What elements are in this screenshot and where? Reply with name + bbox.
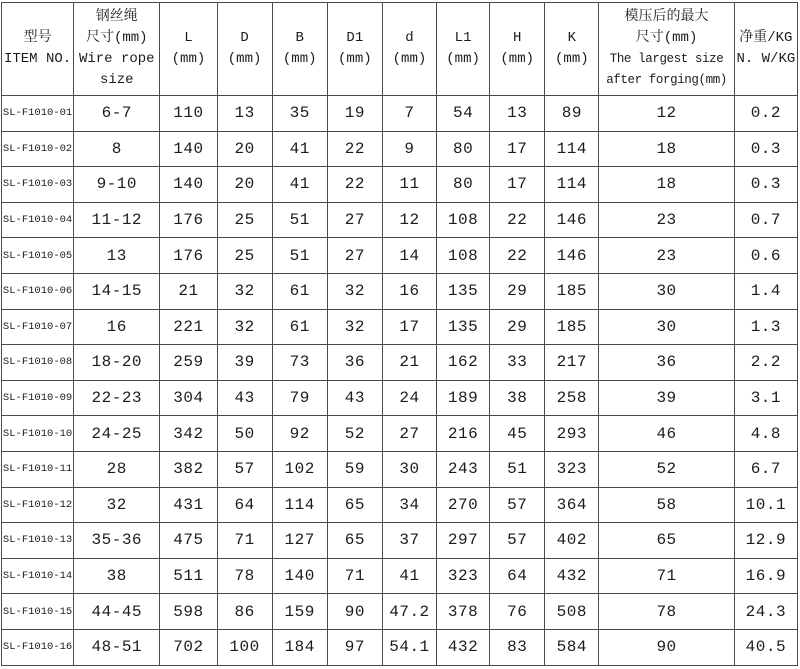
cell-item-no: SL-F1010-14	[2, 558, 74, 594]
cell-wire-rope-size: 9-10	[74, 167, 160, 203]
cell-D: 20	[217, 167, 272, 203]
cell-H: 57	[490, 523, 545, 559]
cell-L: 259	[160, 345, 217, 381]
cell-D: 20	[217, 131, 272, 167]
cell-item-no: SL-F1010-15	[2, 594, 74, 630]
cell-largest-size-after-forging: 78	[599, 594, 734, 630]
cell-B: 79	[272, 380, 327, 416]
cell-d: 54.1	[382, 629, 436, 665]
header-line: (mm)	[227, 51, 262, 67]
cell-net-weight: 3.1	[734, 380, 797, 416]
header-line: L1	[454, 30, 472, 46]
cell-H: 38	[490, 380, 545, 416]
cell-wire-rope-size: 35-36	[74, 523, 160, 559]
cell-largest-size-after-forging: 12	[599, 96, 734, 132]
table-row	[2, 167, 798, 203]
header-line: d	[405, 30, 414, 46]
cell-L: 21	[160, 273, 217, 309]
cell-d: 47.2	[382, 594, 436, 630]
header-line: 尺寸(mm)	[85, 30, 148, 46]
cell-K: 146	[545, 202, 599, 238]
cell-B: 127	[272, 523, 327, 559]
cell-B: 41	[272, 167, 327, 203]
cell-D1: 97	[327, 629, 382, 665]
header-line: D1	[346, 30, 364, 46]
cell-wire-rope-size: 11-12	[74, 202, 160, 238]
header-line: L	[184, 30, 193, 46]
header-line: Wire rope	[78, 51, 155, 67]
cell-net-weight: 1.4	[734, 273, 797, 309]
cell-wire-rope-size: 16	[74, 309, 160, 345]
cell-net-weight: 4.8	[734, 416, 797, 452]
cell-wire-rope-size: 13	[74, 238, 160, 274]
cell-H: 17	[490, 131, 545, 167]
cell-largest-size-after-forging: 90	[599, 629, 734, 665]
cell-net-weight: 0.7	[734, 202, 797, 238]
header-line: (mm)	[338, 51, 372, 67]
cell-item-no: SL-F1010-04	[2, 202, 74, 238]
header-line: (mm)	[392, 51, 427, 67]
cell-wire-rope-size: 38	[74, 558, 160, 594]
cell-K: 185	[545, 273, 599, 309]
cell-L1: 135	[437, 273, 490, 309]
cell-net-weight: 10.1	[734, 487, 797, 523]
cell-D: 57	[217, 451, 272, 487]
cell-net-weight: 0.3	[734, 167, 797, 203]
cell-K: 584	[545, 629, 599, 665]
header-line: 尺寸(mm)	[635, 30, 698, 46]
cell-H: 17	[490, 167, 545, 203]
cell-L: 221	[160, 309, 217, 345]
header-cell-K	[545, 3, 599, 96]
cell-D: 32	[217, 273, 272, 309]
cell-L: 598	[160, 594, 217, 630]
cell-D: 25	[217, 202, 272, 238]
header-line: 型号	[23, 30, 52, 46]
header-cell-D	[217, 3, 272, 96]
cell-B: 35	[272, 96, 327, 132]
table-row	[2, 345, 798, 381]
cell-L1: 297	[437, 523, 490, 559]
header-line: ITEM NO.	[3, 51, 72, 67]
cell-K: 432	[545, 558, 599, 594]
cell-L1: 432	[437, 629, 490, 665]
header-cell-d	[382, 3, 436, 96]
cell-item-no: SL-F1010-02	[2, 131, 74, 167]
cell-d: 14	[382, 238, 436, 274]
cell-d: 41	[382, 558, 436, 594]
cell-D: 32	[217, 309, 272, 345]
cell-item-no: SL-F1010-10	[2, 416, 74, 452]
cell-wire-rope-size: 28	[74, 451, 160, 487]
cell-L1: 80	[437, 131, 490, 167]
table-row	[2, 202, 798, 238]
cell-net-weight: 0.3	[734, 131, 797, 167]
table-row	[2, 380, 798, 416]
cell-L: 110	[160, 96, 217, 132]
cell-largest-size-after-forging: 58	[599, 487, 734, 523]
cell-L1: 270	[437, 487, 490, 523]
cell-H: 51	[490, 451, 545, 487]
cell-item-no: SL-F1010-07	[2, 309, 74, 345]
table-row	[2, 558, 798, 594]
wire-rope-spec-table	[1, 2, 798, 666]
cell-D: 100	[217, 629, 272, 665]
header-cell-D1	[327, 3, 382, 96]
cell-D1: 90	[327, 594, 382, 630]
cell-D: 78	[217, 558, 272, 594]
header-line: after forging(mm)	[606, 73, 727, 87]
cell-D1: 22	[327, 167, 382, 203]
cell-wire-rope-size: 14-15	[74, 273, 160, 309]
cell-d: 16	[382, 273, 436, 309]
cell-H: 33	[490, 345, 545, 381]
cell-D: 39	[217, 345, 272, 381]
cell-L1: 80	[437, 167, 490, 203]
header-row	[2, 3, 798, 96]
cell-D: 13	[217, 96, 272, 132]
cell-L: 382	[160, 451, 217, 487]
cell-K: 258	[545, 380, 599, 416]
cell-K: 89	[545, 96, 599, 132]
header-line: 净重/KG	[739, 30, 793, 46]
header-cell-largest-size-after-forging	[599, 3, 734, 96]
cell-D1: 43	[327, 380, 382, 416]
cell-d: 21	[382, 345, 436, 381]
cell-D1: 65	[327, 523, 382, 559]
cell-L1: 162	[437, 345, 490, 381]
header-cell-item-no	[2, 3, 74, 96]
cell-D: 50	[217, 416, 272, 452]
cell-D1: 52	[327, 416, 382, 452]
table-row	[2, 309, 798, 345]
cell-H: 13	[490, 96, 545, 132]
cell-B: 51	[272, 238, 327, 274]
cell-K: 508	[545, 594, 599, 630]
cell-largest-size-after-forging: 46	[599, 416, 734, 452]
header-line: (mm)	[555, 51, 589, 67]
cell-K: 364	[545, 487, 599, 523]
header-line: (mm)	[500, 51, 534, 67]
cell-L: 702	[160, 629, 217, 665]
table-row	[2, 523, 798, 559]
header-line: D	[240, 30, 249, 46]
cell-wire-rope-size: 44-45	[74, 594, 160, 630]
table-row	[2, 273, 798, 309]
cell-D: 86	[217, 594, 272, 630]
cell-K: 114	[545, 131, 599, 167]
cell-largest-size-after-forging: 30	[599, 309, 734, 345]
table-row	[2, 96, 798, 132]
header-cell-wire-rope-size	[74, 3, 160, 96]
cell-largest-size-after-forging: 23	[599, 238, 734, 274]
cell-D1: 19	[327, 96, 382, 132]
cell-H: 29	[490, 309, 545, 345]
cell-d: 24	[382, 380, 436, 416]
cell-d: 12	[382, 202, 436, 238]
cell-item-no: SL-F1010-05	[2, 238, 74, 274]
cell-d: 37	[382, 523, 436, 559]
cell-K: 217	[545, 345, 599, 381]
cell-L1: 135	[437, 309, 490, 345]
cell-D1: 71	[327, 558, 382, 594]
cell-L: 176	[160, 238, 217, 274]
cell-H: 83	[490, 629, 545, 665]
cell-L1: 108	[437, 238, 490, 274]
cell-d: 30	[382, 451, 436, 487]
cell-D: 43	[217, 380, 272, 416]
cell-wire-rope-size: 6-7	[74, 96, 160, 132]
header-line: (mm)	[282, 51, 317, 67]
header-line: K	[567, 30, 577, 46]
cell-H: 22	[490, 202, 545, 238]
table-row	[2, 131, 798, 167]
cell-D: 71	[217, 523, 272, 559]
cell-B: 114	[272, 487, 327, 523]
cell-B: 73	[272, 345, 327, 381]
cell-L1: 189	[437, 380, 490, 416]
cell-L1: 54	[437, 96, 490, 132]
cell-H: 45	[490, 416, 545, 452]
cell-net-weight: 16.9	[734, 558, 797, 594]
cell-D1: 27	[327, 238, 382, 274]
header-line: 钢丝绳	[95, 9, 138, 25]
cell-D1: 65	[327, 487, 382, 523]
table-row	[2, 594, 798, 630]
cell-item-no: SL-F1010-01	[2, 96, 74, 132]
cell-L: 304	[160, 380, 217, 416]
table-row	[2, 629, 798, 665]
header-line: B	[295, 30, 304, 46]
cell-wire-rope-size: 32	[74, 487, 160, 523]
cell-D: 25	[217, 238, 272, 274]
header-line: size	[99, 72, 134, 88]
cell-B: 140	[272, 558, 327, 594]
table-row	[2, 487, 798, 523]
cell-L: 140	[160, 131, 217, 167]
cell-net-weight: 12.9	[734, 523, 797, 559]
cell-largest-size-after-forging: 18	[599, 131, 734, 167]
cell-K: 293	[545, 416, 599, 452]
cell-item-no: SL-F1010-16	[2, 629, 74, 665]
cell-D1: 32	[327, 273, 382, 309]
cell-largest-size-after-forging: 23	[599, 202, 734, 238]
cell-H: 64	[490, 558, 545, 594]
table-header	[2, 3, 798, 96]
cell-L: 475	[160, 523, 217, 559]
cell-d: 11	[382, 167, 436, 203]
table-row	[2, 238, 798, 274]
cell-K: 323	[545, 451, 599, 487]
cell-item-no: SL-F1010-08	[2, 345, 74, 381]
cell-item-no: SL-F1010-13	[2, 523, 74, 559]
table-row	[2, 416, 798, 452]
cell-L: 431	[160, 487, 217, 523]
cell-L: 342	[160, 416, 217, 452]
cell-item-no: SL-F1010-12	[2, 487, 74, 523]
cell-H: 22	[490, 238, 545, 274]
cell-item-no: SL-F1010-11	[2, 451, 74, 487]
header-cell-B	[272, 3, 327, 96]
cell-d: 34	[382, 487, 436, 523]
cell-largest-size-after-forging: 36	[599, 345, 734, 381]
header-line: (mm)	[171, 51, 206, 67]
cell-largest-size-after-forging: 65	[599, 523, 734, 559]
cell-net-weight: 6.7	[734, 451, 797, 487]
header-cell-H	[490, 3, 545, 96]
cell-L1: 108	[437, 202, 490, 238]
cell-K: 114	[545, 167, 599, 203]
cell-wire-rope-size: 48-51	[74, 629, 160, 665]
cell-K: 185	[545, 309, 599, 345]
cell-B: 61	[272, 273, 327, 309]
cell-B: 92	[272, 416, 327, 452]
header-line: H	[513, 30, 522, 46]
cell-wire-rope-size: 18-20	[74, 345, 160, 381]
cell-D1: 32	[327, 309, 382, 345]
cell-L1: 243	[437, 451, 490, 487]
cell-B: 41	[272, 131, 327, 167]
cell-B: 102	[272, 451, 327, 487]
table-body	[2, 96, 798, 666]
cell-L: 140	[160, 167, 217, 203]
cell-net-weight: 40.5	[734, 629, 797, 665]
cell-D1: 22	[327, 131, 382, 167]
cell-item-no: SL-F1010-09	[2, 380, 74, 416]
cell-K: 146	[545, 238, 599, 274]
header-line: N. W/KG	[736, 51, 796, 67]
cell-D1: 27	[327, 202, 382, 238]
cell-L1: 378	[437, 594, 490, 630]
header-line: 模压后的最大	[624, 9, 709, 25]
header-cell-net-weight	[734, 3, 797, 96]
cell-B: 61	[272, 309, 327, 345]
cell-wire-rope-size: 8	[74, 131, 160, 167]
cell-L: 176	[160, 202, 217, 238]
cell-K: 402	[545, 523, 599, 559]
cell-L1: 323	[437, 558, 490, 594]
cell-L: 511	[160, 558, 217, 594]
header-line: (mm)	[446, 51, 480, 67]
cell-d: 17	[382, 309, 436, 345]
header-cell-L	[160, 3, 217, 96]
cell-H: 57	[490, 487, 545, 523]
cell-L1: 216	[437, 416, 490, 452]
cell-item-no: SL-F1010-03	[2, 167, 74, 203]
cell-d: 7	[382, 96, 436, 132]
cell-item-no: SL-F1010-06	[2, 273, 74, 309]
cell-largest-size-after-forging: 71	[599, 558, 734, 594]
cell-D1: 59	[327, 451, 382, 487]
cell-net-weight: 2.2	[734, 345, 797, 381]
cell-largest-size-after-forging: 39	[599, 380, 734, 416]
cell-B: 184	[272, 629, 327, 665]
cell-D1: 36	[327, 345, 382, 381]
cell-net-weight: 0.2	[734, 96, 797, 132]
cell-H: 29	[490, 273, 545, 309]
header-cell-L1	[437, 3, 490, 96]
cell-net-weight: 0.6	[734, 238, 797, 274]
cell-largest-size-after-forging: 18	[599, 167, 734, 203]
cell-net-weight: 24.3	[734, 594, 797, 630]
cell-wire-rope-size: 24-25	[74, 416, 160, 452]
table-row	[2, 451, 798, 487]
cell-largest-size-after-forging: 52	[599, 451, 734, 487]
cell-largest-size-after-forging: 30	[599, 273, 734, 309]
cell-d: 9	[382, 131, 436, 167]
cell-B: 159	[272, 594, 327, 630]
cell-D: 64	[217, 487, 272, 523]
cell-H: 76	[490, 594, 545, 630]
cell-B: 51	[272, 202, 327, 238]
cell-net-weight: 1.3	[734, 309, 797, 345]
header-line: The largest size	[609, 52, 724, 66]
cell-d: 27	[382, 416, 436, 452]
cell-wire-rope-size: 22-23	[74, 380, 160, 416]
